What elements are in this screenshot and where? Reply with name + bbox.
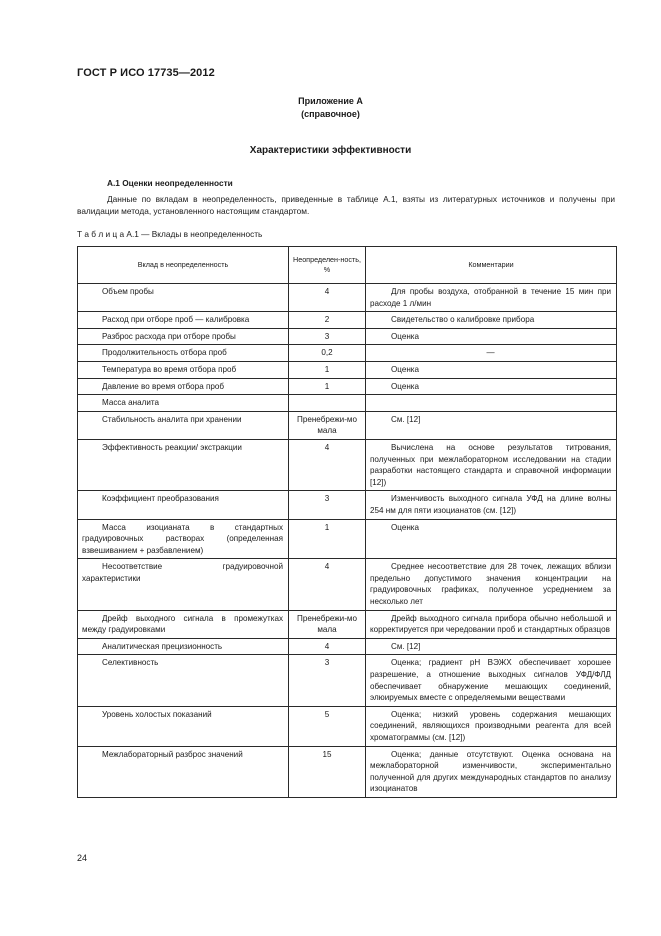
cell-comment: См. [12] xyxy=(366,411,617,439)
appendix-label: Приложение А xyxy=(298,96,363,106)
cell-uncertainty: 3 xyxy=(289,491,366,519)
table-row xyxy=(78,746,617,797)
cell-comment: Вычислена на основе результатов титрования, полученных при межлабораторном исследовании на стадии разработки настоящего стандарта и справочной информации [12]) xyxy=(366,439,617,490)
cell-contribution: Разброс расхода при отборе пробы xyxy=(78,328,289,345)
cell-comment: Свидетельство о калибровке прибора xyxy=(366,312,617,329)
cell-contribution: Расход при отборе проб — калибровка xyxy=(78,312,289,329)
table-row xyxy=(78,378,617,395)
cell-contribution: Межлабораторный разброс значений xyxy=(78,746,289,797)
cell-uncertainty: 4 xyxy=(289,559,366,610)
table-row xyxy=(78,706,617,746)
cell-comment: — xyxy=(366,345,617,362)
cell-contribution: Температура во время отбора проб xyxy=(78,361,289,378)
table-row xyxy=(78,284,617,312)
cell-contribution: Продолжительность отбора проб xyxy=(78,345,289,362)
cell-contribution: Объем пробы xyxy=(78,284,289,312)
cell-comment: Оценка; данные отсутствуют. Оценка основана на межлабораторной изменчивости, экспериментально полученной для других международных стандартов по анализу изоцианатов xyxy=(366,746,617,797)
appendix-heading xyxy=(0,95,661,121)
table-row xyxy=(78,411,617,439)
cell-contribution: Селективность xyxy=(78,655,289,706)
cell-uncertainty: 15 xyxy=(289,746,366,797)
section-heading: А.1 Оценки неопределенности xyxy=(107,178,233,188)
section-paragraph: Данные по вкладам в неопределенность, приведенные в таблице А.1, взяты из литературных источников и получены при валидации метода, установленного настоящим стандартом. xyxy=(77,194,615,216)
document-code: ГОСТ Р ИСО 17735—2012 xyxy=(77,67,215,79)
table-row xyxy=(78,312,617,329)
cell-contribution: Масса изоцианата в стандартных градуировочных растворах (определенная взвешиванием + разбавлением) xyxy=(78,519,289,559)
table-caption: Т а б л и ц а А.1 — Вклады в неопределенность xyxy=(77,229,263,239)
page-number: 24 xyxy=(77,853,88,863)
cell-uncertainty: 3 xyxy=(289,655,366,706)
cell-uncertainty: 0,2 xyxy=(289,345,366,362)
cell-uncertainty: 1 xyxy=(289,378,366,395)
cell-contribution: Масса аналита xyxy=(78,395,289,412)
cell-uncertainty: 4 xyxy=(289,439,366,490)
table-row xyxy=(78,559,617,610)
cell-uncertainty: 4 xyxy=(289,638,366,655)
cell-uncertainty: 3 xyxy=(289,328,366,345)
table-row xyxy=(78,491,617,519)
cell-contribution: Эффективность реакции/ экстракции xyxy=(78,439,289,490)
table-row xyxy=(78,345,617,362)
cell-comment: Оценка; низкий уровень содержания мешающих соединений, являющихся производными реагента для всей хроматограммы (см. [12]) xyxy=(366,706,617,746)
cell-comment: См. [12] xyxy=(366,638,617,655)
table-row xyxy=(78,439,617,490)
cell-comment: Для пробы воздуха, отобранной в течение 15 мин при расходе 1 л/мин xyxy=(366,284,617,312)
cell-comment: Изменчивость выходного сигнала УФД на длине волны 254 нм для пяти изоцианатов (см. [12]) xyxy=(366,491,617,519)
cell-comment: Оценка xyxy=(366,328,617,345)
table-header-row xyxy=(78,247,617,284)
cell-uncertainty: 4 xyxy=(289,284,366,312)
uncertainty-table xyxy=(77,246,617,798)
table-row xyxy=(78,361,617,378)
cell-comment: Оценка xyxy=(366,378,617,395)
header-comments: Комментарии xyxy=(366,247,617,284)
table-row xyxy=(78,328,617,345)
table-row xyxy=(78,395,617,412)
page-title: Характеристики эффективности xyxy=(249,145,412,156)
cell-comment: Среднее несоответствие для 28 точек, лежащих вблизи предельно допустимого значения концентрации на градуировочных графиках, полученное усреднением за несколько лет xyxy=(366,559,617,610)
cell-comment: Оценка xyxy=(366,361,617,378)
cell-uncertainty: 1 xyxy=(289,519,366,559)
table-row xyxy=(78,638,617,655)
cell-uncertainty: Пренебрежи-мо мала xyxy=(289,610,366,638)
cell-uncertainty: 2 xyxy=(289,312,366,329)
cell-contribution: Уровень холостых показаний xyxy=(78,706,289,746)
appendix-type: (справочное) xyxy=(301,109,360,119)
cell-uncertainty: Пренебрежи-мо мала xyxy=(289,411,366,439)
cell-comment: Дрейф выходного сигнала прибора обычно небольшой и корректируется при чередовании проб и стандартных образцов xyxy=(366,610,617,638)
cell-uncertainty: 5 xyxy=(289,706,366,746)
table-row xyxy=(78,519,617,559)
cell-contribution: Несоответствие градуировочной характеристики xyxy=(78,559,289,610)
table-row xyxy=(78,655,617,706)
table-row xyxy=(78,610,617,638)
cell-contribution: Аналитическая прецизионность xyxy=(78,638,289,655)
header-contribution: Вклад в неопределенность xyxy=(78,247,289,284)
header-uncertainty: Неопределен-ность, % xyxy=(289,247,366,284)
cell-contribution: Коэффициент преобразования xyxy=(78,491,289,519)
cell-contribution: Давление во время отбора проб xyxy=(78,378,289,395)
cell-contribution: Дрейф выходного сигнала в промежутках между градуировками xyxy=(78,610,289,638)
cell-comment xyxy=(366,395,617,412)
cell-comment: Оценка; градиент pH ВЭЖХ обеспечивает хорошее разрешение, а отношение выходных сигналов УФД/ФЛД обеспечивает обнаружение мешающих соединений, элюируемых вместе с определяемыми веществами xyxy=(366,655,617,706)
cell-comment: Оценка xyxy=(366,519,617,559)
cell-uncertainty: 1 xyxy=(289,361,366,378)
cell-uncertainty xyxy=(289,395,366,412)
cell-contribution: Стабильность аналита при хранении xyxy=(78,411,289,439)
